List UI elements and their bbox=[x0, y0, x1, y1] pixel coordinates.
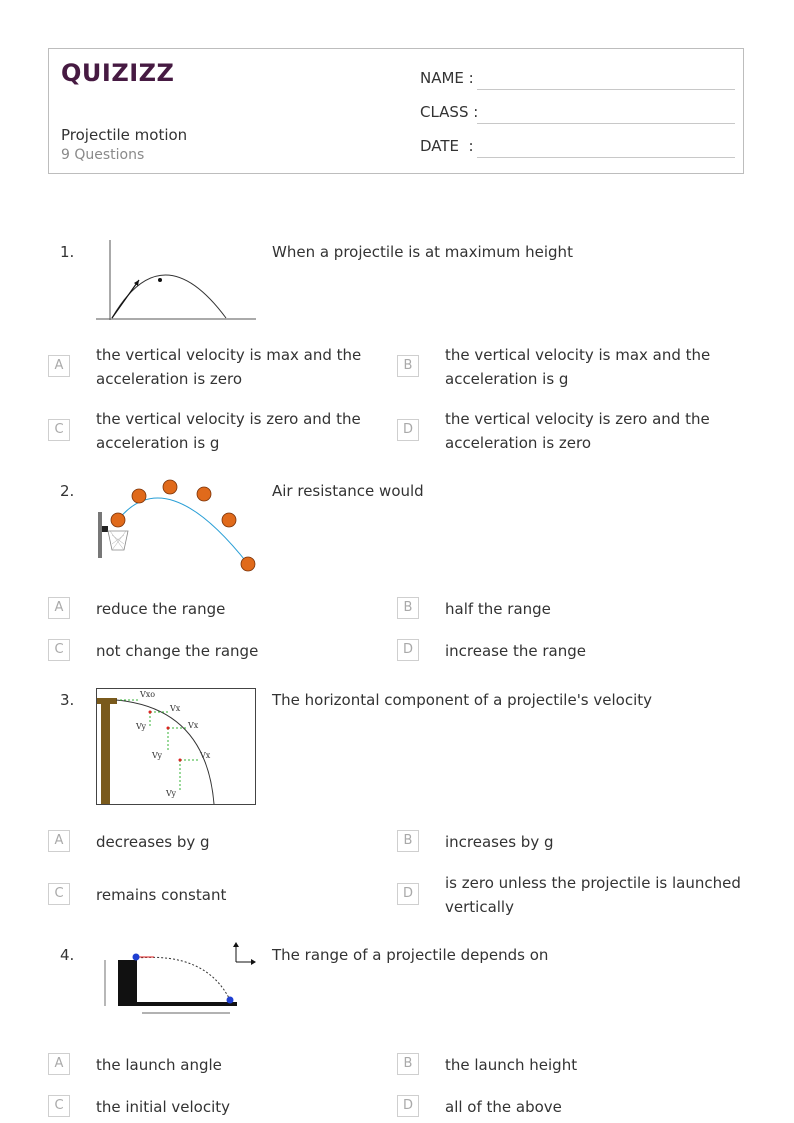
option-c-letter[interactable]: C bbox=[48, 883, 70, 905]
date-line bbox=[477, 157, 735, 158]
vxo-label: Vxo bbox=[140, 690, 156, 699]
vx-label-1: Vx bbox=[170, 704, 181, 713]
name-label: NAME : bbox=[420, 69, 474, 87]
option-b-letter[interactable]: B bbox=[397, 355, 419, 377]
basketball-trajectory-image bbox=[96, 478, 266, 574]
question-text: The range of a projectile depends on bbox=[272, 946, 549, 964]
option-a-letter[interactable]: A bbox=[48, 1053, 70, 1075]
date-label: DATE : bbox=[420, 137, 474, 155]
option-d-text[interactable]: the vertical velocity is zero and the acceleration is zero bbox=[445, 410, 710, 452]
cliff-launch-image bbox=[96, 940, 266, 1026]
question-number: 3. bbox=[60, 691, 75, 709]
question-count: 9 Questions bbox=[61, 147, 145, 163]
vx-label-3: Vx bbox=[200, 751, 211, 760]
name-field[interactable] bbox=[420, 69, 740, 91]
option-a-text[interactable]: decreases by g bbox=[96, 833, 210, 851]
question-number: 4. bbox=[60, 946, 75, 964]
question-text: The horizontal component of a projectile's velocity bbox=[272, 691, 653, 709]
option-b-text[interactable]: the launch height bbox=[445, 1056, 578, 1074]
option-c-text[interactable]: the initial velocity bbox=[96, 1098, 231, 1116]
option-d-letter[interactable]: D bbox=[397, 419, 419, 441]
vy-label-3: Vy bbox=[166, 789, 176, 798]
option-b-text[interactable]: increases by g bbox=[445, 833, 554, 851]
option-a-letter[interactable]: A bbox=[48, 355, 70, 377]
velocity-components-image bbox=[96, 688, 256, 805]
option-c-text[interactable]: the vertical velocity is zero and the acceleration is g bbox=[96, 410, 361, 452]
date-field[interactable] bbox=[420, 137, 740, 159]
option-a-text[interactable]: the vertical velocity is max and the acceleration is zero bbox=[96, 346, 362, 388]
option-b-text[interactable]: half the range bbox=[445, 600, 551, 618]
option-d-text[interactable]: is zero unless the projectile is launched vertically bbox=[445, 874, 741, 916]
vx-label-2: Vx bbox=[188, 721, 199, 730]
class-label: CLASS : bbox=[420, 103, 479, 121]
option-a-letter[interactable]: A bbox=[48, 597, 70, 619]
option-b-letter[interactable]: B bbox=[397, 597, 419, 619]
question-text: Air resistance would bbox=[272, 482, 424, 500]
worksheet-title: Projectile motion bbox=[61, 126, 188, 144]
option-b-letter[interactable]: B bbox=[397, 1053, 419, 1075]
option-c-letter[interactable]: C bbox=[48, 1095, 70, 1117]
option-d-letter[interactable]: D bbox=[397, 883, 419, 905]
trajectory-image bbox=[96, 238, 256, 322]
vy-label-1: Vy bbox=[136, 722, 146, 731]
option-c-letter[interactable]: C bbox=[48, 419, 70, 441]
class-line bbox=[477, 123, 735, 124]
question-number: 1. bbox=[60, 243, 75, 261]
option-a-text[interactable]: reduce the range bbox=[96, 600, 226, 618]
class-field[interactable] bbox=[420, 103, 740, 125]
vy-label-2: Vy bbox=[152, 751, 162, 760]
worksheet-header bbox=[48, 48, 744, 174]
option-a-text[interactable]: the launch angle bbox=[96, 1056, 222, 1074]
option-d-letter[interactable]: D bbox=[397, 1095, 419, 1117]
option-d-letter[interactable]: D bbox=[397, 639, 419, 661]
option-d-text[interactable]: all of the above bbox=[445, 1098, 562, 1116]
option-a-letter[interactable]: A bbox=[48, 830, 70, 852]
quizizz-logo: QUIZIZZ bbox=[61, 59, 175, 87]
question-number: 2. bbox=[60, 482, 75, 500]
option-d-text[interactable]: increase the range bbox=[445, 642, 586, 660]
name-line bbox=[477, 89, 735, 90]
option-c-text[interactable]: not change the range bbox=[96, 642, 259, 660]
option-c-letter[interactable]: C bbox=[48, 639, 70, 661]
option-c-text[interactable]: remains constant bbox=[96, 886, 227, 904]
option-b-letter[interactable]: B bbox=[397, 830, 419, 852]
question-text: When a projectile is at maximum height bbox=[272, 243, 573, 261]
option-b-text[interactable]: the vertical velocity is max and the acceleration is g bbox=[445, 346, 711, 388]
